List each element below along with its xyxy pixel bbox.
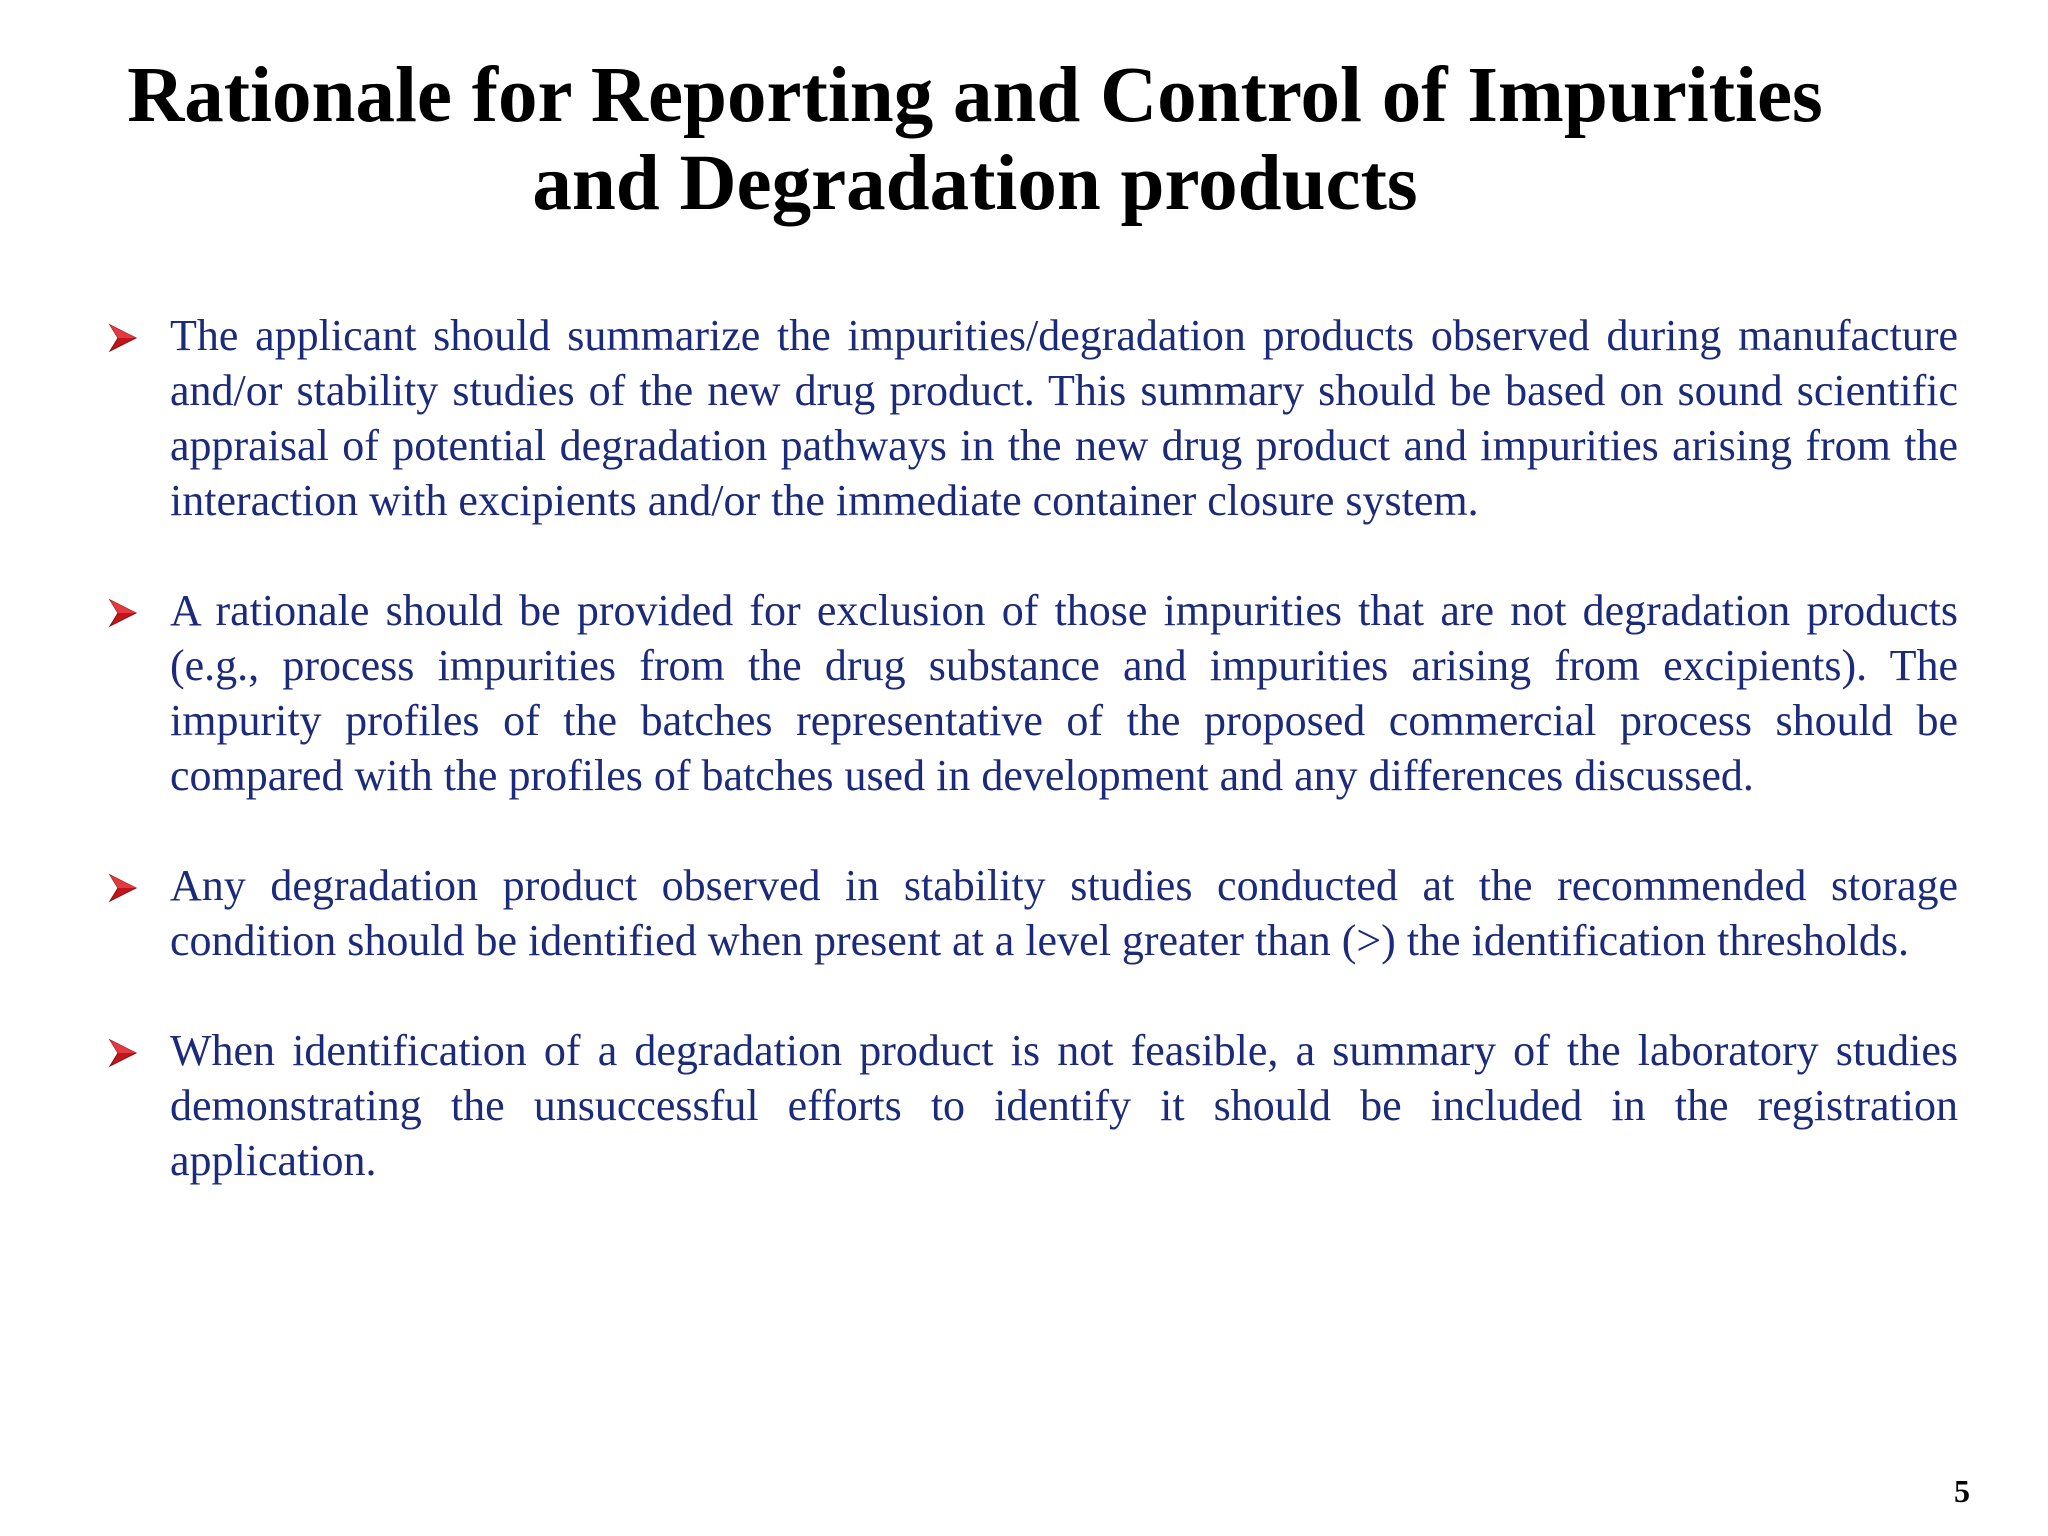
bullet-item	[106, 1023, 1958, 1188]
bullet-text: Any degradation product observed in stability studies conducted at the recommended storage condition should be identified when present at a level greater than (>) the identification thresholds.	[170, 861, 1958, 965]
page-number: 5	[1954, 1473, 1970, 1509]
bullet-text: When identification of a degradation product is not feasible, a summary of the laboratory studies demonstrating the unsuccessful efforts to identify it should be included in the registration application.	[170, 1026, 1958, 1185]
bullet-item	[106, 583, 1958, 803]
bullet-item	[106, 308, 1958, 528]
arrow-bullet-icon	[106, 596, 140, 630]
slide-title-line-2: and Degradation products	[532, 140, 1418, 227]
bullet-item	[106, 858, 1958, 968]
arrow-bullet-icon	[106, 1036, 140, 1070]
slide-title	[0, 52, 1950, 228]
bullet-text: The applicant should summarize the impurities/degradation products observed during manufacture and/or stability studies of the new drug product. This summary should be based on sound scientific appraisal of potential degradation pathways in the new drug product and impurities arising from the interaction with excipients and/or the immediate container closure system.	[170, 311, 1958, 525]
bullet-list	[106, 308, 1958, 1243]
slide-title-line-1: Rationale for Reporting and Control of Impurities	[127, 52, 1823, 139]
arrow-bullet-icon	[106, 321, 140, 355]
bullet-text: A rationale should be provided for exclusion of those impurities that are not degradation products (e.g., process impurities from the drug substance and impurities arising from excipients). The impurity profiles of the batches representative of the proposed commercial process should be compared with the profiles of batches used in development and any differences discussed.	[170, 586, 1958, 800]
arrow-bullet-icon	[106, 871, 140, 905]
